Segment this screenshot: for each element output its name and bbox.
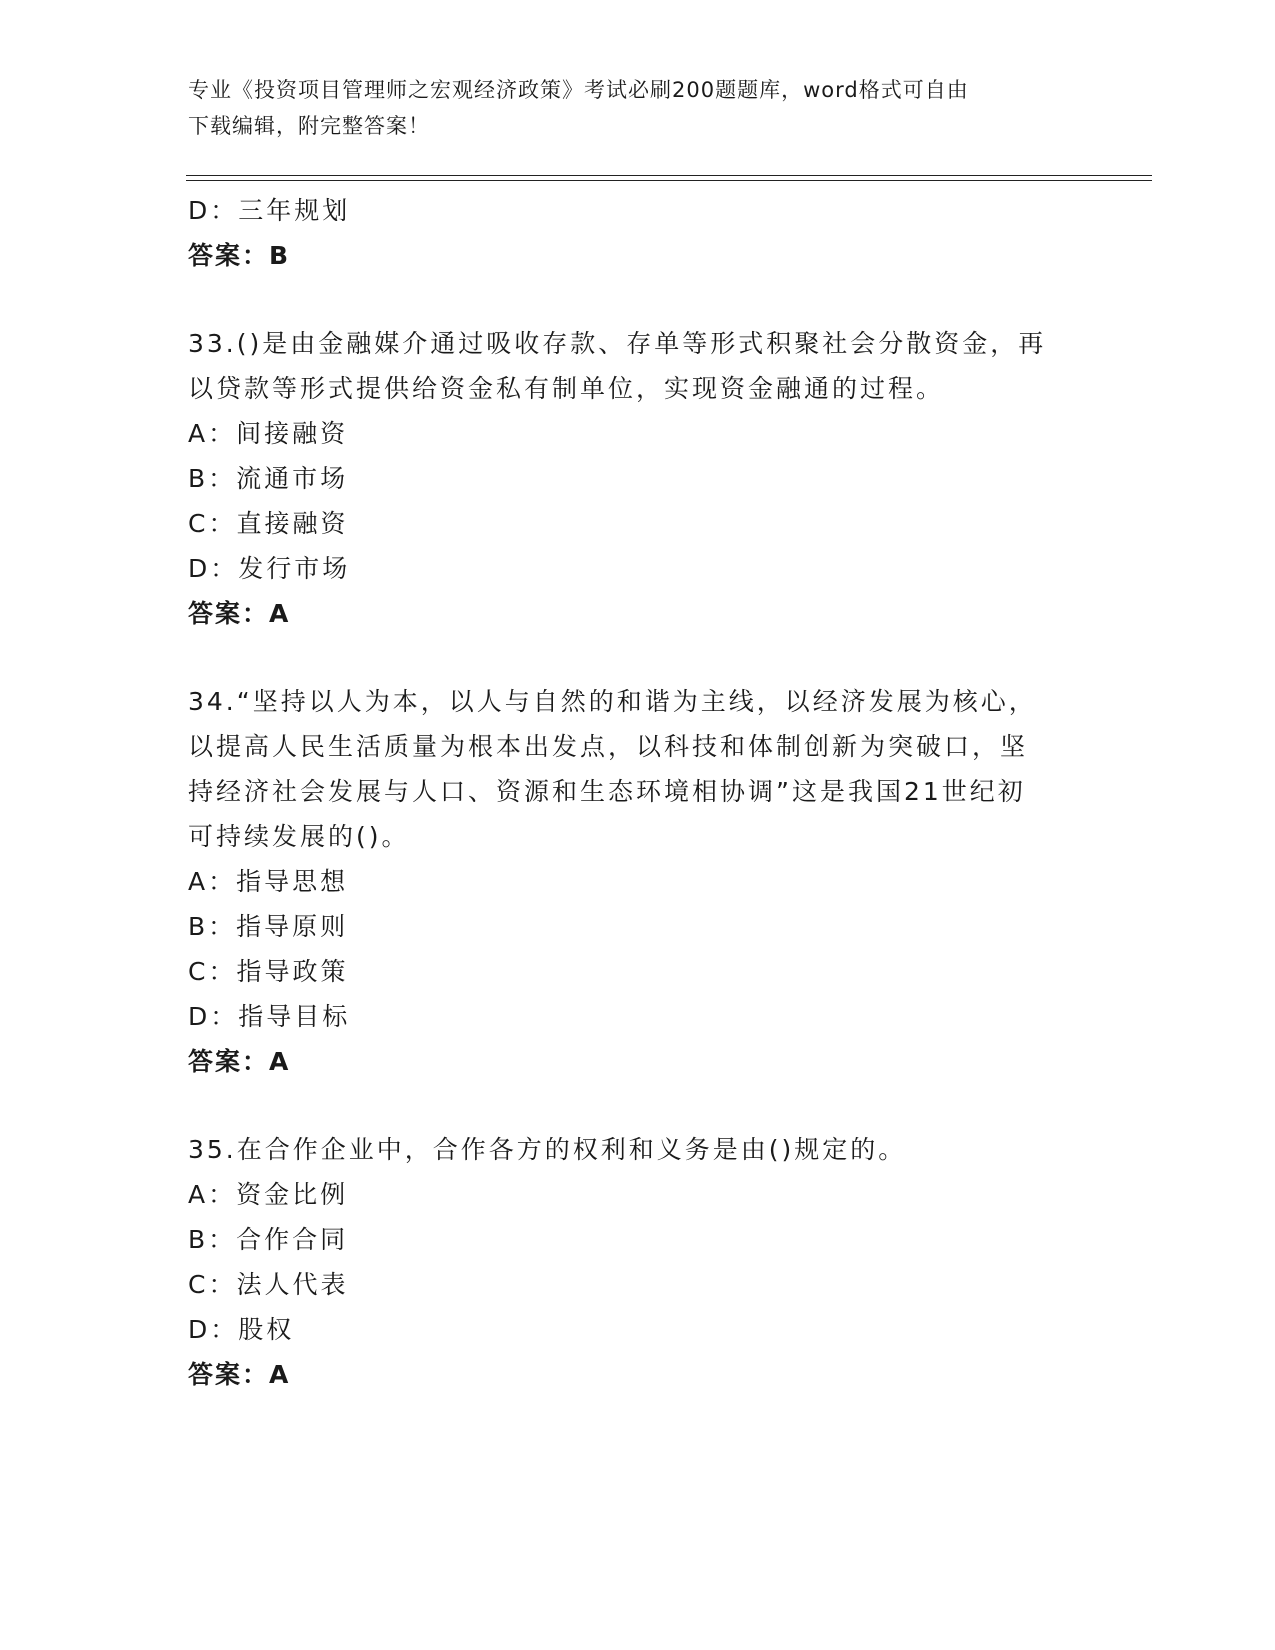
question-33 <box>188 321 1078 637</box>
option-d: D：发行市场 <box>188 554 351 583</box>
option-d: D：三年规划 <box>188 196 351 225</box>
option-b: B：流通市场 <box>188 464 349 493</box>
spacer <box>188 1085 1078 1127</box>
option-b: B：合作合同 <box>188 1225 349 1254</box>
option-c: C：指导政策 <box>188 957 349 986</box>
option-a: A：指导思想 <box>188 867 349 896</box>
question-text <box>188 321 1078 411</box>
answer-line: 答案：B <box>188 241 291 270</box>
question-34 <box>188 679 1078 1085</box>
option-d: D：股权 <box>188 1315 295 1344</box>
option-c: C：法人代表 <box>188 1270 349 1299</box>
question-text-line: 可持续发展的()。 <box>188 822 410 851</box>
previous-question-tail <box>188 188 1078 279</box>
answer-line: 答案：A <box>188 599 291 628</box>
answer-line: 答案：A <box>188 1047 291 1076</box>
spacer <box>188 637 1078 679</box>
header-title-line-1: 专业《投资项目管理师之宏观经济政策》考试必刷200题题库，word格式可自由 <box>188 78 969 102</box>
question-text-line: 以贷款等形式提供给资金私有制单位，实现资金融通的过程。 <box>188 374 945 403</box>
question-text-line: 35.在合作企业中，合作各方的权利和义务是由()规定的。 <box>188 1135 907 1164</box>
question-text-line: 34.“坚持以人为本，以人与自然的和谐为主线，以经济发展为核心， <box>188 687 1037 716</box>
option-d: D：指导目标 <box>188 1002 351 1031</box>
document-header <box>188 72 1078 144</box>
question-text-line: 持经济社会发展与人口、资源和生态环境相协调”这是我国21世纪初 <box>188 777 1026 806</box>
question-text-line: 以提高人民生活质量为根本出发点，以科技和体制创新为突破口，坚 <box>188 732 1029 761</box>
spacer <box>188 279 1078 321</box>
option-a: A：资金比例 <box>188 1180 349 1209</box>
option-c: C：直接融资 <box>188 509 349 538</box>
question-text-line: 33.()是由金融媒介通过吸收存款、存单等形式积聚社会分散资金，再 <box>188 329 1047 358</box>
option-a: A：间接融资 <box>188 419 349 448</box>
header-divider-bottom <box>186 180 1152 181</box>
option-b: B：指导原则 <box>188 912 349 941</box>
question-text <box>188 1127 1078 1172</box>
answer-line: 答案：A <box>188 1360 291 1389</box>
header-divider-top <box>186 175 1152 176</box>
header-title-line-2: 下载编辑，附完整答案！ <box>188 114 430 138</box>
question-content <box>188 188 1078 1398</box>
question-text <box>188 679 1078 859</box>
question-35 <box>188 1127 1078 1398</box>
